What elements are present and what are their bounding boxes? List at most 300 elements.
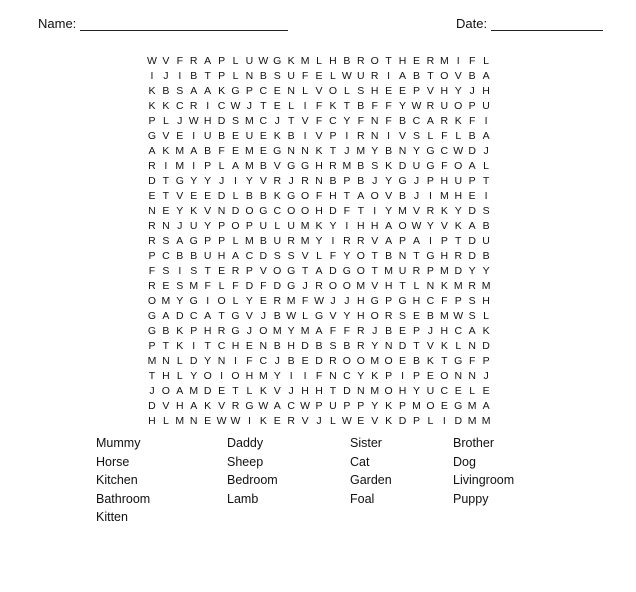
grid-letter[interactable]: I — [150, 70, 154, 82]
grid-letter[interactable]: M — [300, 220, 310, 232]
grid-letter[interactable]: V — [259, 265, 267, 277]
grid-letter[interactable]: J — [483, 370, 489, 382]
grid-letter[interactable]: P — [218, 55, 226, 67]
grid-letter[interactable]: B — [273, 340, 281, 352]
grid-letter[interactable]: D — [176, 310, 184, 322]
grid-letter[interactable]: V — [440, 220, 448, 232]
grid-letter[interactable]: B — [259, 160, 267, 172]
grid-letter[interactable]: I — [303, 370, 307, 382]
grid-letter[interactable]: I — [178, 265, 182, 277]
grid-letter[interactable]: B — [176, 250, 184, 262]
grid-letter[interactable]: G — [147, 325, 157, 337]
grid-letter[interactable]: F — [441, 160, 448, 172]
grid-letter[interactable]: W — [453, 145, 464, 157]
grid-letter[interactable]: D — [245, 280, 254, 292]
grid-letter[interactable]: L — [302, 85, 309, 97]
grid-letter[interactable]: B — [273, 310, 281, 322]
grid-letter[interactable]: Y — [468, 265, 476, 277]
grid-letter[interactable]: M — [161, 295, 171, 307]
grid-letter[interactable]: T — [329, 385, 337, 397]
grid-letter[interactable]: O — [370, 310, 379, 322]
grid-letter[interactable]: I — [428, 235, 432, 247]
grid-letter[interactable]: M — [245, 115, 254, 127]
grid-letter[interactable]: L — [218, 160, 225, 172]
grid-letter[interactable]: I — [192, 340, 196, 352]
grid-letter[interactable]: F — [329, 325, 337, 337]
grid-letter[interactable]: B — [399, 190, 407, 202]
grid-letter[interactable]: E — [218, 265, 226, 277]
grid-letter[interactable]: F — [315, 115, 323, 127]
grid-letter[interactable]: L — [232, 295, 239, 307]
grid-letter[interactable]: O — [440, 70, 449, 82]
grid-letter[interactable]: M — [384, 265, 393, 277]
grid-letter[interactable]: L — [232, 55, 239, 67]
grid-letter[interactable]: A — [468, 325, 476, 337]
grid-letter[interactable]: N — [329, 370, 337, 382]
grid-letter[interactable]: J — [427, 325, 434, 337]
grid-letter[interactable]: V — [176, 190, 184, 202]
grid-letter[interactable]: O — [384, 385, 393, 397]
grid-letter[interactable]: W — [230, 100, 241, 112]
grid-letter[interactable]: P — [412, 85, 420, 97]
grid-letter[interactable]: E — [259, 295, 267, 307]
grid-letter[interactable]: L — [343, 85, 350, 97]
grid-letter[interactable]: K — [176, 340, 184, 352]
grid-letter[interactable]: H — [384, 280, 393, 292]
grid-letter[interactable]: J — [330, 295, 336, 307]
grid-letter[interactable]: G — [398, 175, 407, 187]
grid-letter[interactable]: I — [234, 175, 237, 187]
grid-letter[interactable]: E — [273, 100, 281, 112]
grid-letter[interactable]: P — [482, 355, 490, 367]
grid-letter[interactable]: G — [426, 160, 435, 172]
grid-letter[interactable]: N — [148, 205, 156, 217]
grid-letter[interactable]: J — [274, 355, 280, 367]
grid-letter[interactable]: F — [232, 280, 239, 292]
grid-letter[interactable]: E — [399, 325, 407, 337]
grid-letter[interactable]: A — [204, 310, 212, 322]
grid-letter[interactable]: L — [330, 415, 336, 427]
grid-letter[interactable]: U — [440, 100, 449, 112]
grid-letter[interactable]: O — [356, 250, 365, 262]
grid-letter[interactable]: G — [231, 310, 240, 322]
grid-letter[interactable]: Y — [426, 220, 434, 232]
grid-letter[interactable]: B — [385, 250, 393, 262]
grid-letter[interactable]: O — [231, 220, 240, 232]
grid-letter[interactable]: M — [412, 400, 421, 412]
grid-letter[interactable]: J — [344, 295, 350, 307]
grid-letter[interactable]: E — [259, 145, 267, 157]
grid-letter[interactable]: C — [189, 310, 198, 322]
grid-letter[interactable]: M — [481, 415, 491, 427]
grid-letter[interactable]: L — [413, 280, 420, 292]
grid-letter[interactable]: L — [316, 250, 322, 262]
grid-letter[interactable]: S — [162, 235, 170, 247]
grid-letter[interactable]: A — [399, 70, 407, 82]
grid-letter[interactable]: T — [232, 385, 239, 397]
grid-letter[interactable]: F — [315, 100, 323, 112]
grid-letter[interactable]: T — [204, 70, 211, 82]
grid-letter[interactable]: N — [398, 145, 407, 157]
grid-letter[interactable]: D — [217, 115, 226, 127]
grid-letter[interactable]: R — [287, 415, 295, 427]
grid-letter[interactable]: P — [148, 250, 156, 262]
grid-letter[interactable]: Y — [190, 175, 198, 187]
grid-letter[interactable]: K — [371, 370, 379, 382]
grid-letter[interactable]: T — [482, 175, 490, 187]
grid-letter[interactable]: D — [189, 355, 198, 367]
grid-letter[interactable]: G — [189, 295, 198, 307]
grid-letter[interactable]: A — [482, 70, 490, 82]
grid-letter[interactable]: L — [483, 160, 489, 172]
grid-letter[interactable]: H — [440, 175, 449, 187]
grid-letter[interactable]: T — [413, 340, 420, 352]
grid-letter[interactable]: O — [203, 370, 212, 382]
grid-letter[interactable]: H — [162, 370, 170, 382]
grid-letter[interactable]: N — [245, 70, 254, 82]
grid-letter[interactable]: U — [203, 250, 212, 262]
grid-letter[interactable]: R — [426, 55, 435, 67]
grid-letter[interactable]: S — [371, 160, 379, 172]
grid-letter[interactable]: T — [427, 70, 434, 82]
grid-letter[interactable]: K — [315, 145, 323, 157]
grid-letter[interactable]: F — [301, 295, 309, 307]
grid-letter[interactable]: B — [287, 130, 295, 142]
grid-letter[interactable]: D — [454, 415, 463, 427]
grid-letter[interactable]: T — [343, 190, 351, 202]
grid-letter[interactable]: R — [356, 325, 365, 337]
grid-letter[interactable]: O — [384, 355, 393, 367]
grid-letter[interactable]: I — [373, 205, 377, 217]
grid-letter[interactable]: F — [301, 70, 309, 82]
grid-letter[interactable]: G — [175, 175, 184, 187]
grid-letter[interactable]: B — [482, 220, 490, 232]
grid-letter[interactable]: O — [342, 280, 351, 292]
grid-letter[interactable]: M — [300, 235, 310, 247]
grid-letter[interactable]: B — [412, 70, 420, 82]
grid-letter[interactable]: P — [190, 325, 198, 337]
grid-letter[interactable]: A — [385, 220, 393, 232]
grid-letter[interactable]: V — [259, 175, 267, 187]
grid-letter[interactable]: C — [440, 385, 449, 397]
grid-letter[interactable]: D — [343, 385, 351, 397]
grid-letter[interactable]: F — [218, 145, 225, 157]
grid-letter[interactable]: P — [218, 220, 226, 232]
grid-letter[interactable]: M — [245, 235, 254, 247]
grid-letter[interactable]: P — [440, 235, 448, 247]
grid-letter[interactable]: T — [441, 355, 448, 367]
grid-letter[interactable]: Y — [329, 220, 337, 232]
grid-letter[interactable]: R — [189, 100, 198, 112]
grid-letter[interactable]: A — [468, 220, 476, 232]
grid-letter[interactable]: K — [385, 415, 393, 427]
grid-letter[interactable]: E — [231, 130, 239, 142]
grid-letter[interactable]: C — [176, 100, 184, 112]
grid-letter[interactable]: K — [259, 385, 267, 397]
grid-letter[interactable]: A — [148, 145, 156, 157]
grid-letter[interactable]: B — [357, 160, 365, 172]
grid-letter[interactable]: A — [426, 115, 434, 127]
grid-letter[interactable]: U — [482, 100, 490, 112]
grid-letter[interactable]: A — [482, 400, 490, 412]
grid-letter[interactable]: G — [287, 190, 296, 202]
grid-letter[interactable]: H — [440, 250, 449, 262]
grid-letter[interactable]: B — [162, 85, 170, 97]
grid-letter[interactable]: U — [287, 220, 295, 232]
grid-letter[interactable]: A — [190, 400, 198, 412]
grid-letter[interactable]: G — [287, 265, 296, 277]
grid-letter[interactable]: V — [315, 85, 323, 97]
grid-letter[interactable]: K — [148, 85, 156, 97]
grid-letter[interactable]: O — [259, 325, 268, 337]
grid-letter[interactable]: W — [453, 310, 464, 322]
grid-letter[interactable]: M — [370, 355, 380, 367]
grid-letter[interactable]: M — [286, 295, 296, 307]
grid-letter[interactable]: N — [370, 115, 379, 127]
grid-letter[interactable]: Y — [343, 310, 351, 322]
grid-letter[interactable]: A — [482, 130, 490, 142]
grid-letter[interactable]: B — [468, 130, 476, 142]
grid-letter[interactable]: K — [218, 85, 226, 97]
grid-letter[interactable]: J — [483, 145, 489, 157]
grid-letter[interactable]: N — [189, 415, 198, 427]
grid-letter[interactable]: T — [343, 100, 351, 112]
grid-letter[interactable]: K — [148, 100, 156, 112]
grid-letter[interactable]: O — [147, 295, 157, 307]
grid-letter[interactable]: W — [286, 310, 297, 322]
grid-letter[interactable]: G — [231, 325, 240, 337]
grid-letter[interactable]: H — [329, 55, 337, 67]
grid-letter[interactable]: D — [468, 205, 476, 217]
grid-letter[interactable]: F — [468, 55, 476, 67]
grid-letter[interactable]: Y — [482, 265, 490, 277]
grid-letter[interactable]: I — [220, 370, 224, 382]
grid-letter[interactable]: P — [343, 175, 351, 187]
grid-letter[interactable]: A — [204, 55, 212, 67]
grid-letter[interactable]: A — [385, 235, 393, 247]
grid-letter[interactable]: W — [411, 100, 422, 112]
grid-letter[interactable]: K — [440, 280, 448, 292]
grid-letter[interactable]: S — [162, 265, 170, 277]
grid-letter[interactable]: D — [148, 175, 156, 187]
grid-letter[interactable]: U — [412, 160, 421, 172]
grid-letter[interactable]: V — [426, 85, 434, 97]
grid-letter[interactable]: R — [384, 310, 393, 322]
grid-letter[interactable]: D — [468, 145, 476, 157]
grid-letter[interactable]: P — [245, 265, 253, 277]
grid-letter[interactable]: I — [345, 220, 349, 232]
grid-letter[interactable]: J — [372, 175, 378, 187]
grid-letter[interactable]: H — [315, 205, 323, 217]
grid-letter[interactable]: L — [246, 385, 253, 397]
grid-letter[interactable]: T — [162, 190, 170, 202]
grid-letter[interactable]: D — [203, 385, 212, 397]
grid-letter[interactable]: V — [371, 280, 379, 292]
grid-letter[interactable]: P — [218, 70, 226, 82]
grid-letter[interactable]: D — [259, 250, 268, 262]
grid-letter[interactable]: K — [259, 415, 267, 427]
grid-letter[interactable]: I — [484, 115, 488, 127]
grid-letter[interactable]: E — [315, 70, 323, 82]
grid-letter[interactable]: P — [245, 85, 253, 97]
grid-letter[interactable]: B — [385, 325, 393, 337]
grid-letter[interactable]: K — [273, 130, 281, 142]
grid-letter[interactable]: R — [148, 220, 156, 232]
grid-letter[interactable]: T — [371, 250, 378, 262]
grid-letter[interactable]: U — [454, 175, 463, 187]
grid-letter[interactable]: E — [273, 415, 281, 427]
grid-letter[interactable]: K — [454, 220, 462, 232]
grid-letter[interactable]: Y — [412, 145, 420, 157]
grid-letter[interactable]: P — [426, 175, 434, 187]
grid-letter[interactable]: L — [455, 340, 462, 352]
grid-letter[interactable]: L — [232, 190, 239, 202]
grid-letter[interactable]: Y — [454, 205, 462, 217]
grid-letter[interactable]: M — [439, 265, 449, 277]
grid-letter[interactable]: H — [454, 190, 463, 202]
name-blank-line[interactable] — [80, 16, 288, 31]
grid-letter[interactable]: P — [315, 400, 323, 412]
grid-letter[interactable]: W — [216, 415, 227, 427]
grid-letter[interactable]: E — [176, 130, 184, 142]
grid-letter[interactable]: N — [356, 385, 365, 397]
grid-letter[interactable]: F — [148, 265, 156, 277]
grid-letter[interactable]: R — [468, 280, 476, 292]
grid-letter[interactable]: R — [148, 160, 156, 172]
grid-letter[interactable]: U — [398, 265, 407, 277]
grid-letter[interactable]: I — [387, 130, 391, 142]
grid-letter[interactable]: Y — [176, 295, 184, 307]
grid-letter[interactable]: O — [287, 205, 296, 217]
grid-letter[interactable]: J — [246, 100, 253, 112]
grid-letter[interactable]: H — [315, 385, 323, 397]
grid-letter[interactable]: V — [329, 310, 337, 322]
grid-letter[interactable]: D — [468, 250, 476, 262]
grid-letter[interactable]: F — [371, 100, 378, 112]
grid-letter[interactable]: M — [272, 325, 282, 337]
grid-letter[interactable]: M — [189, 385, 199, 397]
grid-letter[interactable]: L — [469, 385, 476, 397]
grid-letter[interactable]: Y — [245, 295, 253, 307]
grid-letter[interactable]: L — [483, 310, 489, 322]
grid-letter[interactable]: M — [467, 415, 477, 427]
grid-letter[interactable]: D — [398, 415, 407, 427]
grid-letter[interactable]: T — [162, 175, 170, 187]
grid-letter[interactable]: O — [356, 355, 365, 367]
grid-letter[interactable]: F — [343, 325, 351, 337]
grid-letter[interactable]: U — [356, 70, 365, 82]
grid-letter[interactable]: I — [345, 130, 349, 142]
grid-letter[interactable]: P — [412, 325, 420, 337]
grid-letter[interactable]: H — [315, 160, 323, 172]
grid-letter[interactable]: E — [399, 85, 407, 97]
grid-letter[interactable]: M — [356, 280, 366, 292]
grid-letter[interactable]: I — [206, 100, 210, 112]
grid-letter[interactable]: K — [454, 115, 462, 127]
grid-letter[interactable]: Y — [204, 220, 212, 232]
grid-letter[interactable]: M — [300, 325, 310, 337]
grid-letter[interactable]: W — [411, 220, 422, 232]
grid-letter[interactable]: T — [204, 340, 211, 352]
grid-letter[interactable]: S — [468, 295, 476, 307]
grid-letter[interactable]: H — [356, 295, 365, 307]
grid-letter[interactable]: V — [301, 250, 309, 262]
grid-letter[interactable]: H — [245, 370, 254, 382]
grid-letter[interactable]: T — [162, 340, 170, 352]
grid-letter[interactable]: O — [217, 295, 226, 307]
grid-letter[interactable]: R — [148, 235, 156, 247]
grid-letter[interactable]: W — [230, 415, 241, 427]
grid-letter[interactable]: N — [287, 145, 295, 157]
grid-letter[interactable]: H — [356, 310, 365, 322]
grid-letter[interactable]: G — [426, 250, 435, 262]
grid-letter[interactable]: V — [412, 205, 420, 217]
date-blank-line[interactable] — [491, 16, 603, 31]
grid-letter[interactable]: G — [370, 295, 379, 307]
grid-letter[interactable]: O — [245, 205, 254, 217]
grid-letter[interactable]: T — [260, 100, 267, 112]
grid-letter[interactable]: C — [454, 325, 463, 337]
grid-letter[interactable]: G — [147, 310, 157, 322]
grid-letter[interactable]: I — [192, 130, 196, 142]
grid-letter[interactable]: G — [454, 400, 463, 412]
grid-letter[interactable]: G — [426, 145, 435, 157]
grid-letter[interactable]: F — [385, 115, 392, 127]
grid-letter[interactable]: W — [258, 55, 269, 67]
grid-letter[interactable]: G — [147, 130, 157, 142]
grid-letter[interactable]: G — [273, 145, 282, 157]
grid-letter[interactable]: K — [315, 220, 323, 232]
grid-letter[interactable]: S — [482, 205, 490, 217]
grid-letter[interactable]: S — [273, 70, 281, 82]
grid-letter[interactable]: F — [441, 130, 448, 142]
grid-letter[interactable]: H — [440, 85, 449, 97]
grid-letter[interactable]: A — [412, 235, 420, 247]
grid-letter[interactable]: E — [259, 130, 267, 142]
grid-letter[interactable]: C — [329, 115, 337, 127]
grid-letter[interactable]: K — [287, 55, 295, 67]
grid-letter[interactable]: N — [315, 175, 323, 187]
grid-letter[interactable]: W — [300, 400, 311, 412]
grid-letter[interactable]: J — [316, 415, 322, 427]
grid-letter[interactable]: F — [204, 280, 211, 292]
grid-letter[interactable]: Y — [273, 370, 281, 382]
grid-letter[interactable]: K — [162, 100, 170, 112]
grid-letter[interactable]: M — [342, 160, 352, 172]
grid-letter[interactable]: W — [258, 400, 269, 412]
grid-letter[interactable]: S — [399, 310, 407, 322]
grid-letter[interactable]: Y — [385, 175, 393, 187]
grid-letter[interactable]: D — [329, 205, 337, 217]
grid-letter[interactable]: J — [302, 280, 308, 292]
grid-letter[interactable]: Y — [204, 175, 212, 187]
grid-letter[interactable]: Y — [454, 85, 462, 97]
grid-letter[interactable]: I — [178, 70, 182, 82]
grid-letter[interactable]: V — [426, 340, 434, 352]
grid-letter[interactable]: E — [454, 385, 462, 397]
grid-letter[interactable]: R — [231, 265, 240, 277]
grid-letter[interactable]: D — [315, 355, 323, 367]
grid-letter[interactable]: B — [287, 355, 295, 367]
grid-letter[interactable]: U — [426, 385, 435, 397]
grid-letter[interactable]: G — [287, 160, 296, 172]
grid-letter[interactable]: A — [273, 400, 281, 412]
grid-letter[interactable]: T — [301, 265, 309, 277]
grid-letter[interactable]: D — [329, 265, 337, 277]
grid-letter[interactable]: C — [259, 115, 268, 127]
grid-letter[interactable]: T — [371, 265, 378, 277]
grid-letter[interactable]: U — [245, 55, 254, 67]
